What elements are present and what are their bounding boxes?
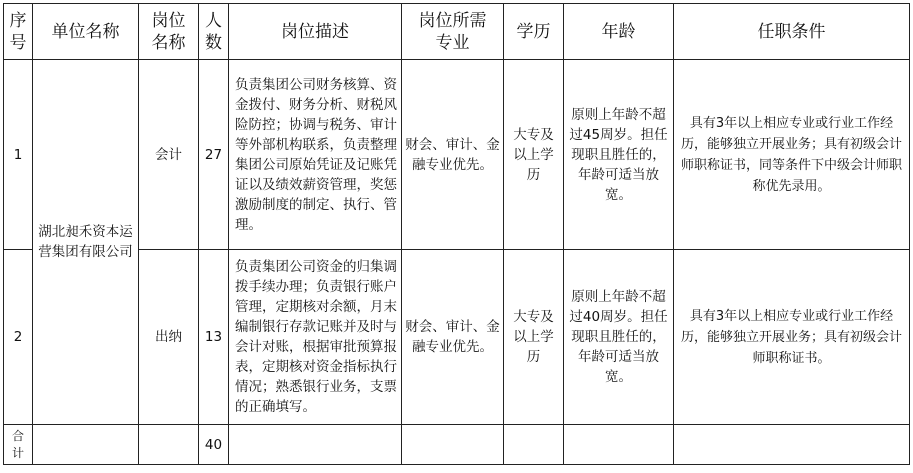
total-empty-req (674, 425, 910, 465)
total-empty-desc (229, 425, 402, 465)
total-empty-age (564, 425, 674, 465)
header-age: 年龄 (564, 4, 674, 60)
row-req: 具有3年以上相应专业或行业工作经历，能够独立开展业务；具有初级会计师职称证书。 (674, 250, 910, 425)
row-major: 财会、审计、金融专业优先。 (402, 60, 504, 250)
header-row (4, 4, 910, 60)
total-label: 合计 (4, 425, 33, 465)
header-desc: 岗位描述 (229, 4, 402, 60)
row-post: 出纳 (139, 250, 199, 425)
row-edu: 大专及以上学历 (504, 250, 564, 425)
row-edu: 大专及以上学历 (504, 60, 564, 250)
row-seq: 2 (4, 250, 33, 425)
row-age: 原则上年龄不超过45周岁。担任现职且胜任的，年龄可适当放宽。 (564, 60, 674, 250)
total-empty-unit (33, 425, 139, 465)
row-desc: 负责集团公司资金的归集调拨手续办理；负责银行账户管理，定期核对余额，月末编制银行存款记账并及时与会计对账，根据审批预算报表，定期核对资金指标执行情况；熟悉银行业务，支票的正确填写。 (229, 250, 402, 425)
row-seq: 1 (4, 60, 33, 250)
total-row (4, 425, 910, 465)
row-post: 会计 (139, 60, 199, 250)
row-req: 具有3年以上相应专业或行业工作经历，能够独立开展业务；具有初级会计师职称证书，同等条件下中级会计师职称优先录用。 (674, 60, 910, 250)
total-empty-post (139, 425, 199, 465)
row-age: 原则上年龄不超过40周岁。担任现职且胜任的，年龄可适当放宽。 (564, 250, 674, 425)
header-post: 岗位名称 (139, 4, 199, 60)
header-unit: 单位名称 (33, 4, 139, 60)
recruitment-table (3, 3, 910, 465)
unit-name-cell: 湖北昶禾资本运营集团有限公司 (33, 60, 139, 425)
table-row (4, 60, 910, 250)
row-count: 13 (199, 250, 229, 425)
total-count: 40 (199, 425, 229, 465)
row-major: 财会、审计、金融专业优先。 (402, 250, 504, 425)
total-empty-edu (504, 425, 564, 465)
header-req: 任职条件 (674, 4, 910, 60)
header-major: 岗位所需专业 (402, 4, 504, 60)
total-empty-major (402, 425, 504, 465)
table-row (4, 250, 910, 425)
row-count: 27 (199, 60, 229, 250)
header-edu: 学历 (504, 4, 564, 60)
row-desc: 负责集团公司财务核算、资金拨付、财务分析、财税风险防控；协调与税务、审计等外部机构联系，负责整理集团公司原始凭证及记账凭证以及绩效薪资管理，奖惩激励制度的制定、执行、管理。 (229, 60, 402, 250)
header-count: 人数 (199, 4, 229, 60)
header-seq: 序号 (4, 4, 33, 60)
